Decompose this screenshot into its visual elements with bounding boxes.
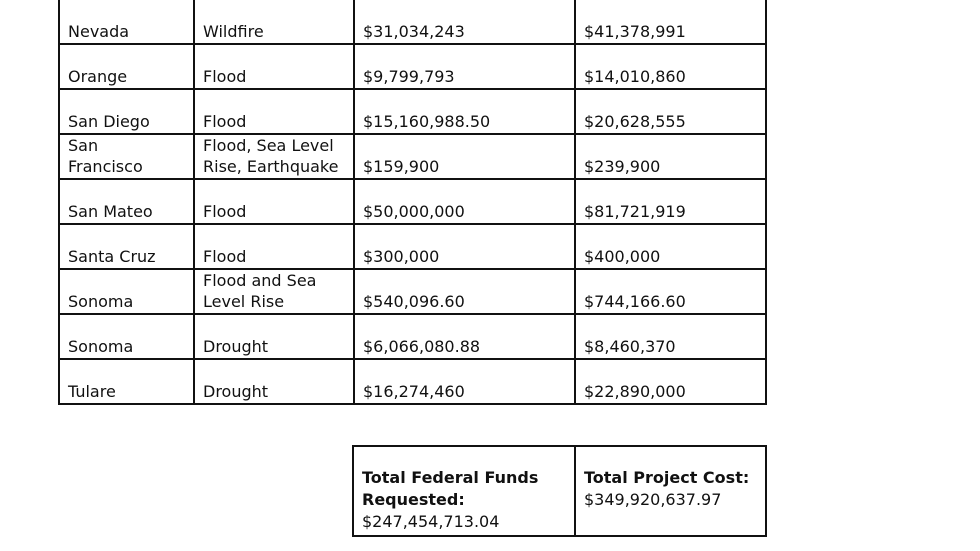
federal-funds-cell [354, 44, 575, 89]
county-cell [59, 269, 194, 314]
hazard-cell-text: Flood, Sea Level Rise, Earthquake [203, 136, 339, 176]
hazard-cell [194, 179, 354, 224]
county-cell [59, 89, 194, 134]
total-cost-cell [575, 0, 766, 44]
total-cost-cell [575, 134, 766, 179]
hazard-cell-text: Flood [203, 67, 247, 86]
county-cell [59, 0, 194, 44]
totals-row [353, 446, 766, 536]
federal-funds-cell-text: $300,000 [363, 247, 440, 266]
federal-funds-cell-text: $6,066,080.88 [363, 337, 481, 356]
county-cell-text: Tulare [68, 382, 116, 401]
funding-table [58, 0, 767, 405]
hazard-cell [194, 359, 354, 404]
project-total-value: $349,920,637.97 [584, 490, 722, 509]
total-cost-cell [575, 89, 766, 134]
hazard-cell-text: Flood and Sea Level Rise [203, 271, 317, 311]
federal-funds-cell [354, 89, 575, 134]
hazard-cell [194, 134, 354, 179]
total-cost-cell [575, 224, 766, 269]
table-row [59, 179, 766, 224]
federal-funds-cell-text: $15,160,988.50 [363, 112, 491, 131]
total-cost-cell [575, 314, 766, 359]
county-cell-text: Santa Cruz [68, 247, 156, 266]
federal-funds-cell [354, 224, 575, 269]
total-cost-cell-text: $744,166.60 [584, 292, 686, 311]
federal-total-cell [353, 446, 575, 536]
total-cost-cell [575, 269, 766, 314]
federal-funds-cell-text: $50,000,000 [363, 202, 465, 221]
hazard-cell-text: Wildfire [203, 22, 264, 41]
county-cell-text: San Diego [68, 112, 150, 131]
table-row [59, 224, 766, 269]
county-cell [59, 179, 194, 224]
federal-funds-cell [354, 134, 575, 179]
project-total-label: Total Project Cost: [584, 468, 750, 487]
county-cell-text: Sonoma [68, 292, 134, 311]
county-cell-text: Orange [68, 67, 128, 86]
total-cost-cell-text: $14,010,860 [584, 67, 686, 86]
total-cost-cell-text: $41,378,991 [584, 22, 686, 41]
total-cost-cell-text: $81,721,919 [584, 202, 686, 221]
table-row [59, 359, 766, 404]
county-cell-text: San Mateo [68, 202, 153, 221]
total-cost-cell-text: $20,628,555 [584, 112, 686, 131]
federal-funds-cell [354, 359, 575, 404]
federal-funds-cell [354, 269, 575, 314]
county-cell [59, 314, 194, 359]
county-cell-text: Sonoma [68, 337, 134, 356]
total-cost-cell [575, 359, 766, 404]
funding-table-body [59, 0, 766, 404]
federal-funds-cell-text: $9,799,793 [363, 67, 455, 86]
federal-total-value: $247,454,713.04 [362, 512, 500, 531]
total-cost-cell [575, 44, 766, 89]
table-row [59, 134, 766, 179]
table-row [59, 89, 766, 134]
county-cell [59, 44, 194, 89]
county-cell [59, 224, 194, 269]
hazard-cell-text: Flood [203, 202, 247, 221]
total-cost-cell-text: $22,890,000 [584, 382, 686, 401]
hazard-cell [194, 0, 354, 44]
hazard-cell [194, 269, 354, 314]
federal-funds-cell-text: $159,900 [363, 157, 440, 176]
table-row [59, 269, 766, 314]
federal-funds-cell-text: $31,034,243 [363, 22, 465, 41]
federal-total-label: Total Federal Funds Requested: [362, 468, 539, 509]
hazard-cell [194, 89, 354, 134]
county-cell-text: San Francisco [68, 136, 143, 176]
county-cell [59, 359, 194, 404]
federal-funds-cell [354, 314, 575, 359]
hazard-cell [194, 224, 354, 269]
hazard-cell-text: Drought [203, 382, 269, 401]
hazard-cell-text: Flood [203, 247, 247, 266]
table-row [59, 314, 766, 359]
table-row [59, 0, 766, 44]
federal-funds-cell [354, 0, 575, 44]
total-cost-cell-text: $400,000 [584, 247, 661, 266]
table-row [59, 44, 766, 89]
federal-funds-cell-text: $540,096.60 [363, 292, 465, 311]
total-cost-cell-text: $8,460,370 [584, 337, 676, 356]
project-total-cell [575, 446, 766, 536]
hazard-cell-text: Drought [203, 337, 269, 356]
hazard-cell [194, 314, 354, 359]
totals-table [352, 445, 767, 537]
county-cell [59, 134, 194, 179]
federal-funds-cell-text: $16,274,460 [363, 382, 465, 401]
federal-funds-cell [354, 179, 575, 224]
county-cell-text: Nevada [68, 22, 130, 41]
hazard-cell-text: Flood [203, 112, 247, 131]
hazard-cell [194, 44, 354, 89]
total-cost-cell-text: $239,900 [584, 157, 661, 176]
total-cost-cell [575, 179, 766, 224]
